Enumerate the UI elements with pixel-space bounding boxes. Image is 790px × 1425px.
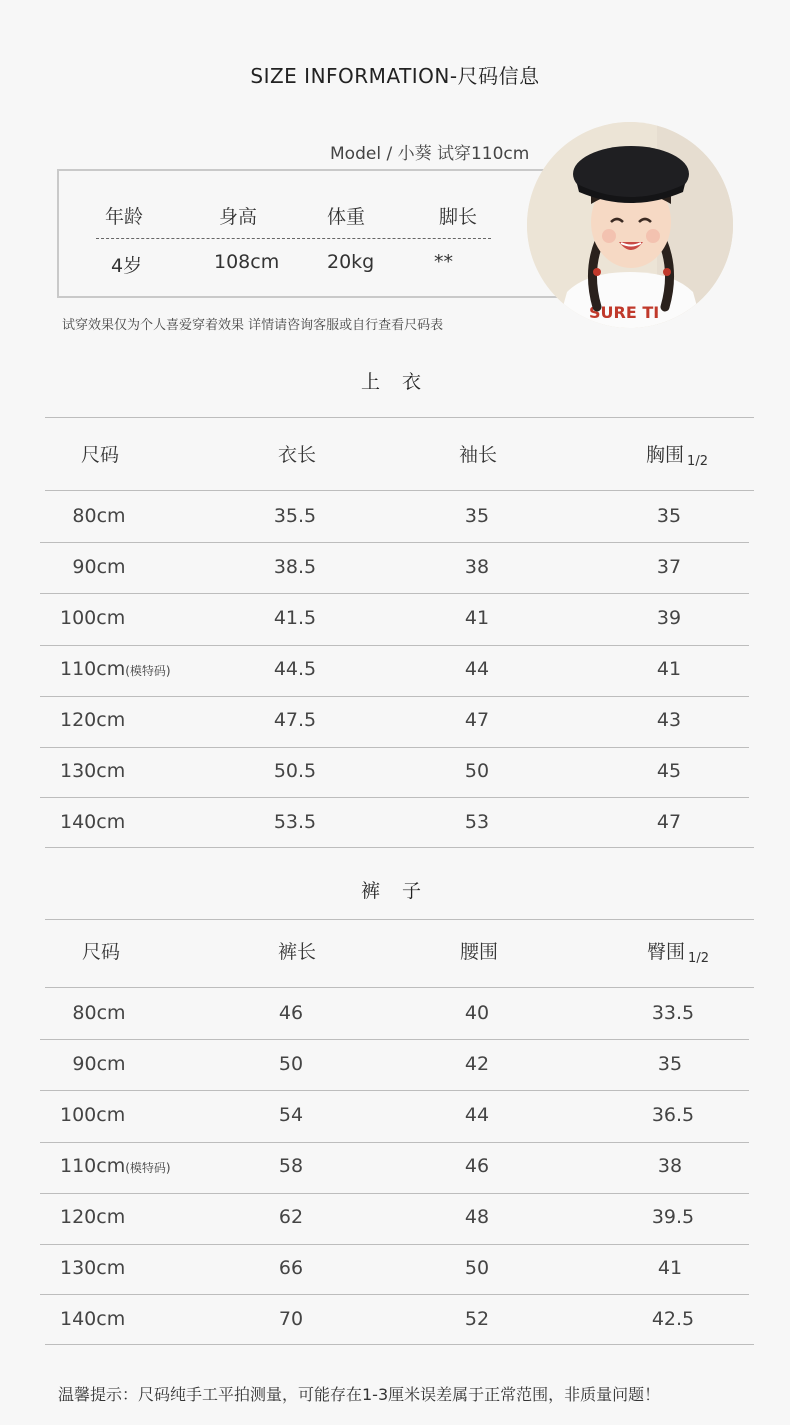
row-size: 140cm <box>60 811 126 833</box>
model-size-note: (模特码) <box>125 1161 171 1175</box>
row-pants-length: 70 <box>278 1308 304 1330</box>
row-waist: 52 <box>464 1308 490 1330</box>
divider <box>45 987 754 988</box>
model-header-weight: 体重 <box>327 206 366 228</box>
row-size: 90cm <box>72 556 126 578</box>
half-marker: 1/2 <box>688 951 709 966</box>
shirt-print-text: SURE TI <box>589 303 660 322</box>
pants-table-title: 裤 子 <box>360 880 430 902</box>
divider <box>40 1039 749 1040</box>
divider <box>40 645 749 646</box>
row-size: 130cm <box>60 1257 126 1279</box>
row-size: 80cm <box>72 505 126 527</box>
divider <box>45 417 754 418</box>
divider <box>40 1090 749 1091</box>
row-hip: 35 <box>657 1053 683 1075</box>
row-waist: 48 <box>464 1206 490 1228</box>
row-sleeve: 50 <box>464 760 490 782</box>
header-size: 尺码 <box>81 941 121 963</box>
row-pants-length: 46 <box>278 1002 304 1024</box>
row-length: 53.5 <box>273 811 317 833</box>
row-hip: 38 <box>657 1155 683 1177</box>
divider <box>40 696 749 697</box>
row-size: 100cm <box>60 607 126 629</box>
divider <box>45 490 754 491</box>
row-pants-length: 62 <box>278 1206 304 1228</box>
header-sleeve: 袖长 <box>458 444 498 466</box>
header-length: 衣长 <box>277 444 317 466</box>
divider <box>45 847 754 848</box>
row-chest: 35 <box>656 505 682 527</box>
divider <box>40 1193 749 1194</box>
row-pants-length: 50 <box>278 1053 304 1075</box>
row-length: 38.5 <box>273 556 317 578</box>
row-size: 140cm <box>60 1308 126 1330</box>
row-chest: 37 <box>656 556 682 578</box>
row-length: 50.5 <box>273 760 317 782</box>
model-value-foot: ** <box>434 251 453 273</box>
row-waist: 42 <box>464 1053 490 1075</box>
row-length: 47.5 <box>273 709 317 731</box>
header-chest-label: 胸围 <box>646 444 685 466</box>
row-sleeve: 38 <box>464 556 490 578</box>
row-waist: 50 <box>464 1257 490 1279</box>
row-waist: 44 <box>464 1104 490 1126</box>
divider <box>40 797 749 798</box>
model-value-height: 108cm <box>214 251 280 273</box>
divider <box>40 747 749 748</box>
model-label: Model / 小葵 试穿110cm <box>330 144 530 164</box>
half-marker: 1/2 <box>687 454 708 469</box>
divider <box>40 1294 749 1295</box>
header-hip-label: 臀围 <box>647 941 686 963</box>
header-hip <box>647 937 709 964</box>
model-header-age: 年龄 <box>105 206 144 228</box>
row-sleeve: 41 <box>464 607 490 629</box>
row-pants-length: 54 <box>278 1104 304 1126</box>
row-chest: 47 <box>656 811 682 833</box>
header-size: 尺码 <box>80 444 120 466</box>
header-waist: 腰围 <box>459 941 499 963</box>
row-size-model <box>60 658 171 680</box>
header-pants-length: 裤长 <box>277 941 317 963</box>
model-header-foot: 脚长 <box>439 206 478 228</box>
row-pants-length: 58 <box>278 1155 304 1177</box>
model-photo <box>527 122 733 328</box>
top-table-title: 上 衣 <box>360 371 430 393</box>
model-value-age: 4岁 <box>111 255 143 277</box>
row-pants-length: 66 <box>278 1257 304 1279</box>
row-chest: 45 <box>656 760 682 782</box>
row-waist: 40 <box>464 1002 490 1024</box>
row-size-label: 110cm <box>60 1155 126 1177</box>
row-hip: 33.5 <box>651 1002 695 1024</box>
row-chest: 39 <box>656 607 682 629</box>
row-length: 44.5 <box>273 658 317 680</box>
row-hip: 36.5 <box>651 1104 695 1126</box>
row-chest: 43 <box>656 709 682 731</box>
row-size: 130cm <box>60 760 126 782</box>
row-size: 120cm <box>60 1206 126 1228</box>
row-size: 100cm <box>60 1104 126 1126</box>
row-size: 80cm <box>72 1002 126 1024</box>
row-waist: 46 <box>464 1155 490 1177</box>
model-value-weight: 20kg <box>327 251 375 273</box>
model-info-box <box>57 169 577 298</box>
row-size-model <box>60 1155 171 1177</box>
row-size: 90cm <box>72 1053 126 1075</box>
divider <box>45 1344 754 1345</box>
divider <box>40 542 749 543</box>
divider <box>40 1142 749 1143</box>
divider <box>45 919 754 920</box>
row-sleeve: 53 <box>464 811 490 833</box>
row-sleeve: 35 <box>464 505 490 527</box>
row-size-label: 110cm <box>60 658 126 680</box>
row-length: 35.5 <box>273 505 317 527</box>
dashed-divider <box>96 238 491 239</box>
page-title: SIZE INFORMATION-尺码信息 <box>250 64 540 88</box>
row-hip: 42.5 <box>651 1308 695 1330</box>
row-sleeve: 47 <box>464 709 490 731</box>
row-size: 120cm <box>60 709 126 731</box>
measurement-tip: 温馨提示：尺码纯手工平拍测量，可能存在1-3厘米误差属于正常范围，非质量问题！ <box>58 1385 661 1404</box>
row-hip: 41 <box>657 1257 683 1279</box>
model-size-note: (模特码) <box>125 664 171 678</box>
row-length: 41.5 <box>273 607 317 629</box>
model-header-height: 身高 <box>219 206 258 228</box>
model-photo-illustration <box>527 122 733 328</box>
divider <box>40 593 749 594</box>
fit-disclaimer: 试穿效果仅为个人喜爱穿着效果 详情请咨询客服或自行查看尺码表 <box>62 318 444 333</box>
row-hip: 39.5 <box>651 1206 695 1228</box>
divider <box>40 1244 749 1245</box>
header-chest <box>646 440 708 467</box>
row-sleeve: 44 <box>464 658 490 680</box>
row-chest: 41 <box>656 658 682 680</box>
